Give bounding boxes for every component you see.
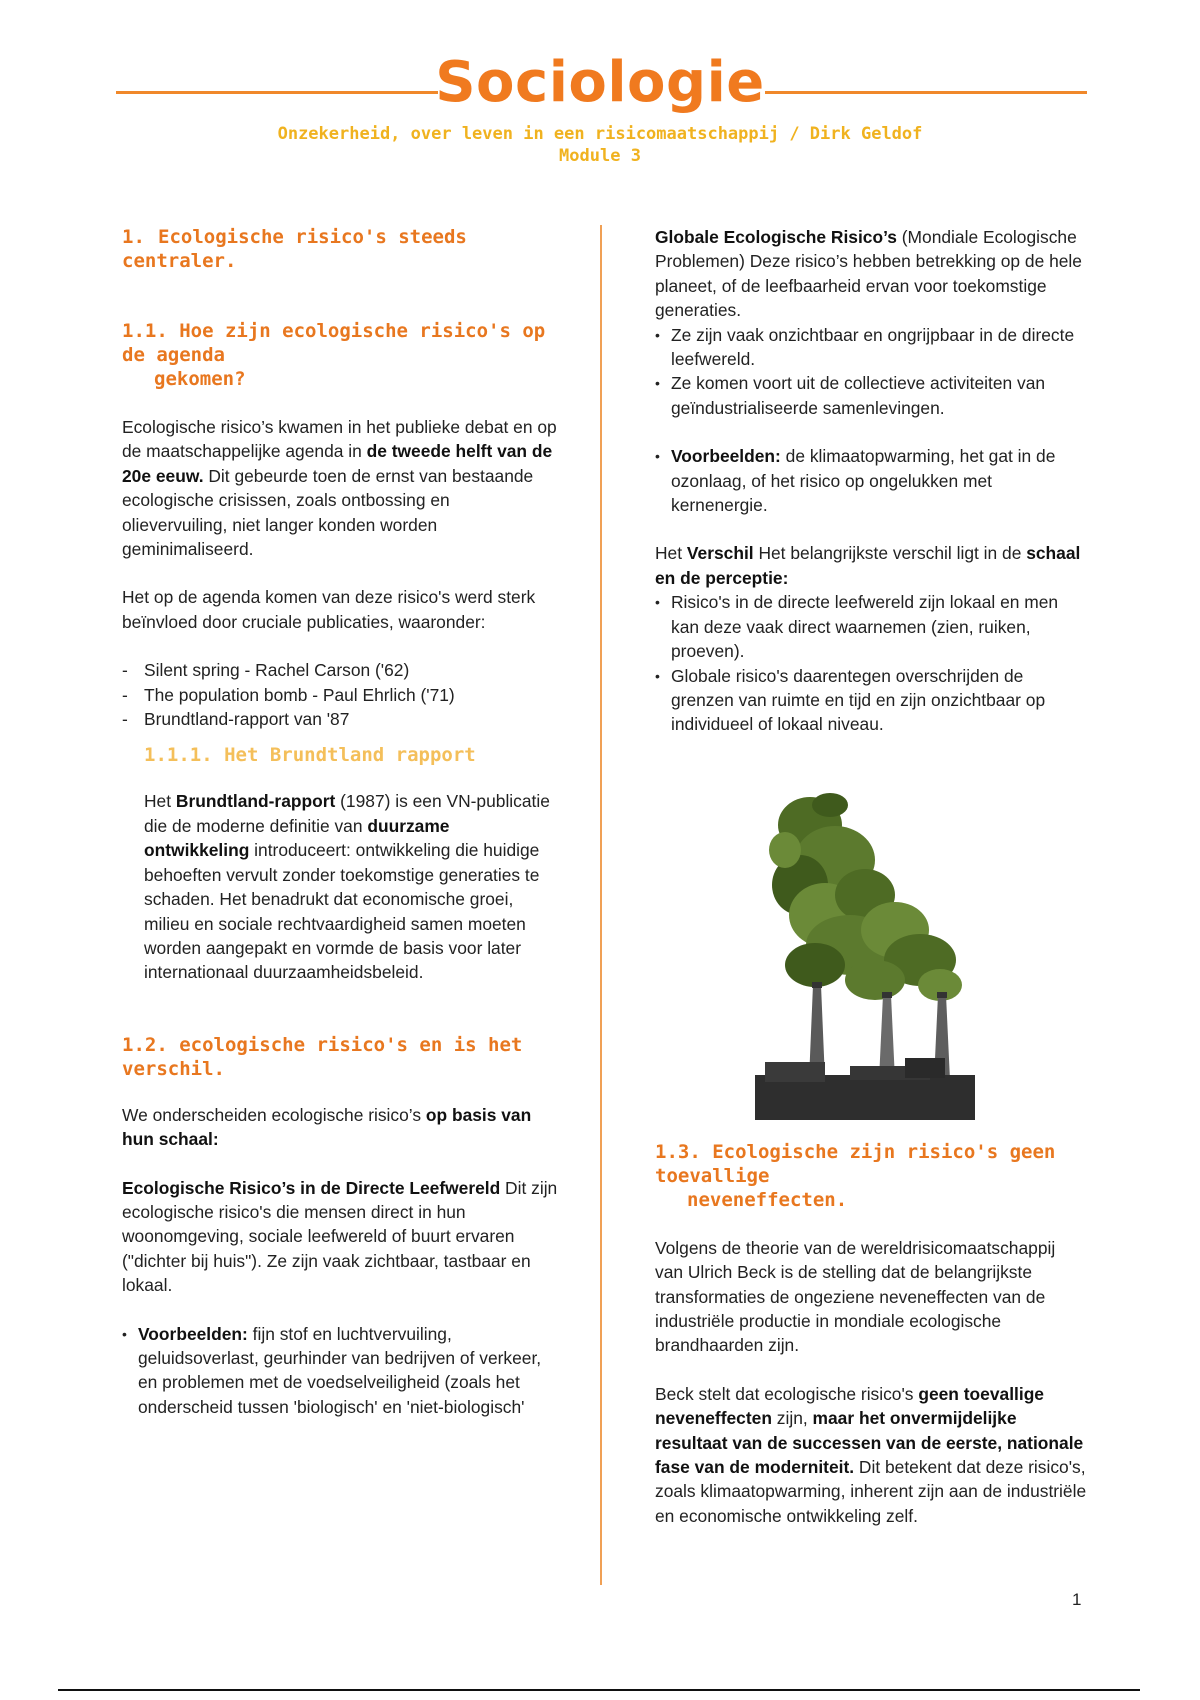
list-item: - The population bomb - Paul Ehrlich ('71) bbox=[122, 683, 558, 707]
text-run: zijn, bbox=[771, 1408, 813, 1429]
text-run: Beck stelt dat ecologische risico's bbox=[655, 1383, 919, 1404]
list-item: • Ze komen voort uit de collectieve activiteiten van geïndustrialiseerde samenlevingen. bbox=[655, 371, 1087, 420]
heading-section-1-3 bbox=[655, 1140, 1087, 1212]
list-item: - Brundtland-rapport van '87 bbox=[122, 707, 558, 731]
bold-run: Voorbeelden: bbox=[138, 1323, 248, 1344]
bold-run: op basis van hun schaal: bbox=[122, 1104, 532, 1150]
paragraph-brundtland bbox=[144, 789, 558, 984]
paragraph-publications-intro: Het op de agenda komen van deze risico's werd sterk beïnvloed door cruciale publicaties, waaronder: bbox=[122, 587, 536, 632]
heading-line: neveneffecten. bbox=[687, 1188, 848, 1211]
bold-run: maar het onvermijdelijke resultaat van de successen van de eerste, nationale fase van de moderniteit. bbox=[655, 1408, 1084, 1477]
text-run: Het belangrijkste verschil ligt in de bbox=[753, 543, 1027, 564]
left-column bbox=[122, 225, 558, 1419]
paragraph-difference bbox=[655, 541, 1087, 590]
paragraph-beck-claim bbox=[655, 1382, 1087, 1528]
subtitle-line-2: Module 3 bbox=[559, 146, 641, 166]
text-run: Dit betekent dat deze risico's, zoals klimaatopwarming, inherent zijn aan de industriële en economische ontwikkeling zelf. bbox=[655, 1456, 1087, 1526]
direct-examples-list bbox=[122, 1322, 558, 1420]
text-run: We onderscheiden ecologische risico’s bbox=[122, 1104, 426, 1125]
tree-canopy bbox=[769, 793, 962, 1001]
bold-run: de tweede helft van de 20e eeuw. bbox=[122, 441, 553, 486]
list-item: • Ze zijn vaak onzichtbaar en ongrijpbaar in de directe leefwereld. bbox=[655, 323, 1087, 372]
list-item: • Globale risico's daarentegen overschrijden de grenzen van ruimte en tijd en zijn onzichtbaar op individueel of lokaal niveau. bbox=[655, 664, 1087, 737]
paragraph-direct-risks bbox=[122, 1176, 558, 1298]
text-run: Ecologische risico’s kwamen in het publieke debat en op de maatschappelijke agenda in bbox=[122, 417, 557, 462]
list-item: • Risico's in de directe leefwereld zijn lokaal en men kan deze vaak direct waarnemen (zien, ruiken, proeven). bbox=[655, 590, 1087, 663]
bold-run: schaal en de perceptie: bbox=[655, 543, 1081, 588]
text-run: (Mondiale Ecologische Problemen) Deze risico’s hebben betrekking op de hele planeet, of de leefbaarheid ervan voor toekomstige generaties. bbox=[655, 227, 1082, 321]
list-item bbox=[122, 1322, 558, 1420]
factory-buildings bbox=[755, 1058, 975, 1120]
bold-run: duurzame ontwikkeling bbox=[144, 815, 450, 861]
paragraph-scale bbox=[122, 1103, 558, 1152]
heading-section-1-1 bbox=[122, 319, 558, 391]
heading-section-1-2: 1.2. ecologische risico's en is het verschil. bbox=[122, 1033, 523, 1080]
subtitle-line-1: Onzekerheid, over leven in een risicomaatschappij / Dirk Geldof bbox=[277, 124, 923, 144]
bold-run: Brundtland-rapport bbox=[175, 791, 336, 812]
bold-run: Voorbeelden: bbox=[671, 446, 781, 467]
document-subtitle bbox=[0, 123, 1200, 167]
text-run: Het bbox=[655, 543, 687, 564]
bold-run: Verschil bbox=[686, 543, 754, 564]
bold-run: Globale Ecologische Risico’s bbox=[655, 227, 897, 247]
list-item: - Silent spring - Rachel Carson ('62) bbox=[122, 658, 558, 682]
paragraph-agenda bbox=[122, 415, 558, 561]
publications-list bbox=[122, 658, 558, 731]
heading-section-1 bbox=[122, 225, 558, 273]
text-run: de klimaatopwarming, het gat in de ozonlaag, of het risico op ongelukken met kernenergie. bbox=[671, 446, 1056, 516]
text-run: fijn stof en luchtvervuiling, geluidsoverlast, geurhinder van bedrijven of verkeer, en problemen met de voedselveiligheid (zoals het onderscheid tussen 'biologisch' en 'niet-biologisch' bbox=[138, 1323, 542, 1417]
factory-tree-illustration bbox=[755, 790, 975, 1120]
heading-number: 1. bbox=[122, 226, 145, 248]
heading-line: 1.3. Ecologische zijn risico's geen toevallige bbox=[655, 1140, 1056, 1187]
text-run: Dit gebeurde toen de ernst van bestaande ecologische crisissen, zoals ontbossing en olievervuiling, niet langer konden worden geminimaliseerd. bbox=[122, 465, 534, 560]
global-traits-list bbox=[655, 323, 1087, 421]
text-run: Het bbox=[144, 791, 176, 812]
document-title: Sociologie bbox=[435, 50, 765, 115]
text-run: (1987) is een VN-publicatie die de moderne definitie van bbox=[144, 791, 550, 836]
bold-run: Ecologische Risico’s in de Directe Leefwereld bbox=[122, 1177, 501, 1198]
global-examples-list bbox=[655, 444, 1087, 517]
column-divider bbox=[600, 225, 602, 1585]
heading-line: gekomen? bbox=[154, 368, 246, 390]
text-run: introduceert: ontwikkeling die huidige behoeften vervult zonder toekomstige generaties te schaden. Het benadrukt dat economische groei, milieu en sociale rechtvaardigheid samen moeten worden aangepakt en vormde de basis voor later internationaal duurzaamheidsbeleid. bbox=[144, 840, 540, 983]
text-run: Dit zijn ecologische risico's die mensen direct in hun woonomgeving, sociale leefwereld of buurt ervaren ("dichter bij huis"). Ze zijn vaak zichtbaar, tastbaar en lokaal. bbox=[122, 1177, 558, 1296]
paragraph-global-risks bbox=[655, 225, 1087, 323]
bold-run: geen toevallige neveneffecten bbox=[655, 1383, 1044, 1429]
paragraph-beck-theory: Volgens de theorie van de wereldrisicomaatschappij van Ulrich Beck is de stelling dat de belangrijkste transformaties de ongeziene neveneffecten van de industriële productie in mondiale ecologische brandhaarden zijn. bbox=[655, 1237, 1056, 1356]
heading-text: Ecologische risico's steeds centraler. bbox=[122, 226, 467, 272]
difference-list bbox=[655, 590, 1087, 736]
page-number: 1 bbox=[1072, 1590, 1082, 1609]
list-item bbox=[655, 444, 1087, 517]
footer-rule bbox=[58, 1689, 1140, 1691]
heading-line: 1.1. Hoe zijn ecologische risico's op de agenda bbox=[122, 320, 546, 366]
heading-section-1-1-1: 1.1.1. Het Brundtland rapport bbox=[144, 744, 476, 767]
